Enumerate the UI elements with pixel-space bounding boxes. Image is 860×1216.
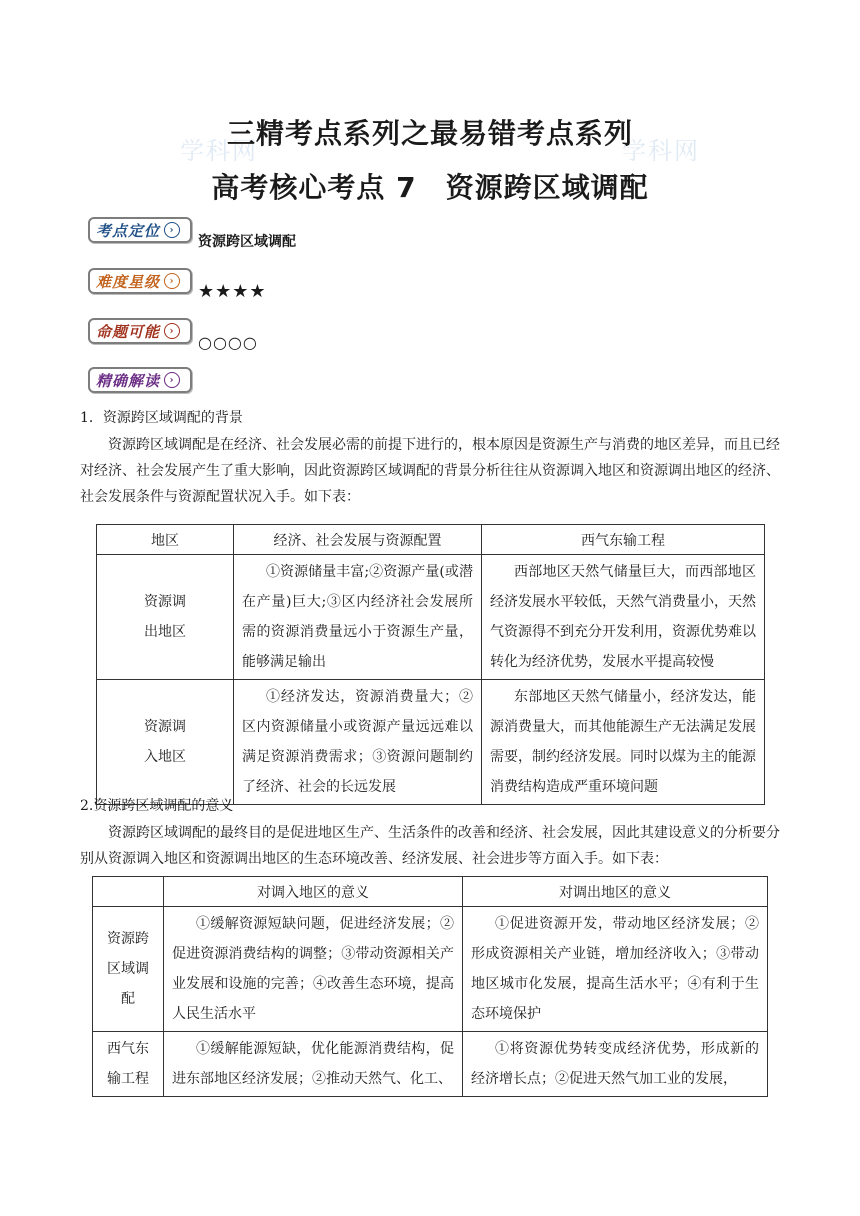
badge-row-interpretation [88, 367, 192, 393]
region-line: 出地区 [144, 624, 186, 640]
row-label-line: 配 [121, 991, 135, 1007]
table-header-row [97, 525, 765, 555]
arrow-circle-icon: › [164, 222, 180, 238]
row-label-line: 输工程 [107, 1071, 149, 1087]
table-cell: ①缓解能源短缺，优化能源消费结构，促进东部地区经济发展；②推动天然气、化工、 [164, 1032, 463, 1097]
section2-heading: 2.资源跨区域调配的意义 [80, 798, 234, 814]
header-cell: 对调入地区的意义 [164, 877, 463, 907]
badge-row-likelihood [88, 318, 258, 352]
region-cell [97, 680, 234, 805]
watermark-left: 学科网 [180, 136, 258, 165]
table-cell: 东部地区天然气储量小，经济发达，能源消费量大，而其他能源生产无法满足发展需要，制约经济发展。同时以煤为主的能源消费结构造成严重环境问题 [482, 680, 765, 805]
table-cell: ①资源储量丰富;②资源产量(或潜在产量)巨大;③区内经济社会发展所需的资源消费量远小于资源生产量，能够满足输出 [234, 555, 482, 680]
section1-text: 资源跨区域调配是在经济、社会发展必需的前提下进行的，根本原因是资源生产与消费的地区差异，而且已经对经济、社会发展产生了重大影响，因此资源跨区域调配的背景分析往往从资源调入地区和资源调出地区的经济、社会发展条件与资源配置状况入手。如下表： [80, 437, 780, 505]
section2-text: 资源跨区域调配的最终目的是促进地区生产、生活条件的改善和经济、社会发展，因此其建设意义的分析要分别从资源调入地区和资源调出地区的生态环境改善、经济发展、社会进步等方面入手。如下表： [80, 825, 780, 867]
table-cell: ①经济发达，资源消费量大；②区内资源储量小或资源产量远远难以满足资源消费需求；③资源问题制约了经济、社会的长远发展 [234, 680, 482, 805]
badge-row-difficulty [88, 268, 267, 302]
table-row [93, 907, 768, 1032]
topic-title: 高考核心考点 7 资源跨区域调配 [211, 171, 649, 204]
region-line: 资源调 [144, 719, 186, 735]
arrow-circle-icon: › [164, 273, 180, 289]
badge-label: 精确解读 [96, 371, 161, 390]
header-cell: 西气东输工程 [482, 525, 765, 555]
table-row [93, 1032, 768, 1097]
section2-paragraph [80, 820, 780, 872]
region-line: 资源调 [144, 594, 186, 610]
significance-table [92, 876, 768, 1097]
table-row [97, 680, 765, 805]
series-title: 三精考点系列之最易错考点系列 [226, 117, 633, 150]
row-label-line: 资源跨 [107, 931, 149, 947]
header-cell: 对调出地区的意义 [463, 877, 768, 907]
badge-label: 命题可能 [96, 322, 161, 341]
badge-interpretation [88, 367, 192, 393]
row-label-line: 区域调 [107, 961, 149, 977]
difficulty-stars: ★★★★ [198, 281, 267, 302]
badge-row-location [88, 217, 296, 250]
header-cell: 经济、社会发展与资源配置 [234, 525, 482, 555]
table-cell: 西部地区天然气储量巨大，而西部地区经济发展水平较低，天然气消费量小，天然气资源得不到充分开发利用，资源优势难以转化为经济优势，发展水平提高较慢 [482, 555, 765, 680]
badge-label: 考点定位 [96, 221, 161, 240]
watermark-right: 学科网 [622, 136, 700, 165]
badge-value-topic: 资源跨区域调配 [198, 234, 296, 250]
table-cell: ①将资源优势转变成经济优势，形成新的经济增长点；②促进天然气加工业的发展， [463, 1032, 768, 1097]
likelihood-circles: ○○○○ [198, 333, 258, 352]
table-cell: ①缓解资源短缺问题，促进经济发展；②促进资源消费结构的调整；③带动资源相关产业发展和设施的完善；④改善生态环境，提高人民生活水平 [164, 907, 463, 1032]
section1-paragraph [80, 432, 780, 510]
badge-likelihood [88, 318, 192, 344]
badge-location [88, 217, 192, 243]
arrow-circle-icon: › [164, 372, 180, 388]
region-line: 入地区 [144, 749, 186, 765]
table-header-row [93, 877, 768, 907]
row-label-cell [93, 907, 164, 1032]
badge-label: 难度星级 [96, 272, 161, 291]
badge-difficulty [88, 268, 192, 294]
section1-heading: 1．资源跨区域调配的背景 [80, 410, 243, 426]
header-cell [93, 877, 164, 907]
table-cell: ①促进资源开发，带动地区经济发展；②形成资源相关产业链，增加经济收入；③带动地区城市化发展，提高生活水平；④有利于生态环境保护 [463, 907, 768, 1032]
row-label-line: 西气东 [107, 1041, 149, 1057]
background-table [96, 524, 765, 805]
table-row [97, 555, 765, 680]
arrow-circle-icon: › [164, 323, 180, 339]
header-cell: 地区 [97, 525, 234, 555]
region-cell [97, 555, 234, 680]
row-label-cell [93, 1032, 164, 1097]
